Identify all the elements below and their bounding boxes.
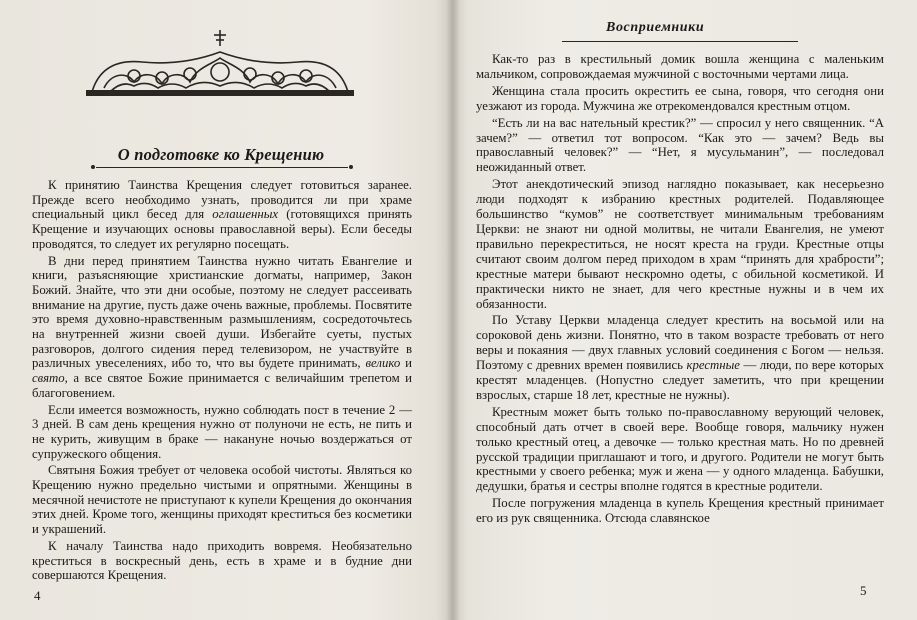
emphasized-text: велико xyxy=(365,356,401,371)
running-head: Восприемники xyxy=(606,20,705,35)
emphasized-text: свято xyxy=(32,371,65,386)
paragraph xyxy=(476,496,884,526)
paragraph xyxy=(32,254,412,401)
paragraph-text: — люди, по вере которых крестят младенцев. (Нопустно следует заметить, что при крещении взрослых, старше 18 лет, крестные не нужны). xyxy=(476,358,885,402)
paragraph-text: В дни перед принятием Таинства нужно читать Евангелие и книги, разъясняющие христианские догматы, например, Закон Божий. Знайте, что эти дни особые, поэтому не следует рассеивать внимание на другие, пусть даже очень важные, проблемы. Посвятите это время духовно-нравственным размышлениям, сосредоточьтесь на внутренней жизни своей души. Избегайте суеты, пустых разговоров, долгого сидения перед телевизором, не участвуйте в различных увеселениях, ибо то, что вы будете принимать, xyxy=(32,253,412,371)
emphasized-text: оглашенных xyxy=(212,207,279,222)
paragraph xyxy=(476,405,884,494)
paragraph-text: К началу Таинства надо приходить вовремя. Необязательно креститься в воскресный день, есть в храме и в будние дни совершаются Крещения. xyxy=(32,538,412,583)
paragraph-text: Крестным может быть только по-православному верующий человек, способный дать отчет в своей вере. Вообще говоря, мальчику нужен только крестный отец, а девочке — только крестная мать. Но по древней русской традиции приглашают и того, и другого. Родители не могут быть крестными у своего ребенка; муж и жена — у одного младенца. Бабушки, дедушки, братья и сестры вполне годятся в крестные родители. xyxy=(476,404,884,494)
paragraph xyxy=(476,84,884,114)
paragraph xyxy=(476,52,884,82)
paragraph xyxy=(32,403,412,462)
paragraph xyxy=(32,178,412,252)
emphasized-text: крестные xyxy=(686,358,740,373)
paragraph-text: Если имеется возможность, нужно соблюдать пост в течение 2 — 3 дней. В сам день крещения нужно от полуночи не есть, не пить и не курить, живущим в браке — накануне ночью воздержаться от супружеского общения. xyxy=(32,402,412,461)
paragraph-text: Женщина стала просить окрестить ее сына, говоря, что сегодня они уезжают из города. Мужчина же отрекомендовался крестным отцом. xyxy=(476,83,884,113)
right-body-text xyxy=(476,52,884,528)
paragraph-text: “Есть ли на вас нательный крестик?” — спросил у него священник. “А зачем?” — ответил тот вопросом. “Как это — зачем? Ведь вы православный человек?” — “Нет, я мусульманин”, — последовал неожиданный ответ. xyxy=(476,115,884,175)
paragraph-text: Как-то раз в крестильный домик вошла женщина с маленьким мальчиком, сопровождаемая мужчиной с восточными чертами лица. xyxy=(476,52,884,81)
left-body-text xyxy=(32,178,412,585)
paragraph xyxy=(476,116,884,176)
paragraph-text: (готовящихся принять Крещение и изучающих основы православной веры). Если беседы проводятся, то следует их регулярно посещать. xyxy=(32,207,412,251)
paragraph-text: После погружения младенца в купель Крещения крестный принимает его из рук священника. Отсюда славянское xyxy=(476,496,884,526)
title-divider xyxy=(96,167,348,168)
paragraph xyxy=(32,463,412,537)
paragraph-text: Этот анекдотический эпизод наглядно показывает, как несерьезно люди подходят к избранию крестных родителей. Подавляющее большинство “кумов” не соответствует минимальным требованиям Церкви: не знают ни одной молитвы, не читали Евангелия, не умеют правильно перекреститься, не носят креста на груди. Крестные отцы считают своим долгом перед приходом в храм “принять для храбрости”; крестные матери бывают нескромно одеты, с обильной косметикой. И практически никто не знает, для чего крестные нужны и в чем их обязанности. xyxy=(476,177,884,311)
page-number-right: 5 xyxy=(860,583,867,598)
paragraph xyxy=(32,539,412,583)
paragraph xyxy=(476,177,884,311)
running-head-rule xyxy=(562,41,798,42)
paragraph-text: Святыня Божия требует от человека особой чистоты. Являться ко Крещению нужно предельно чистыми и опрятными. Женщины в месячной нечистоте не приступают к купели Крещения до окончания этих дней. Кроме того, женщины приходят креститься без косметики и украшений. xyxy=(32,463,412,537)
paragraph-text: По Уставу Церкви младенца следует крестить на восьмой или на сороковой день жизни. Понятно, что в таком возрасте требовать от него веры и покаяния — двух главных условий соединения с Богом — нельзя. Поэтому с древних времен появились xyxy=(476,313,884,373)
chapter-title: О подготовке ко Крещению xyxy=(117,145,325,164)
right-page xyxy=(456,0,917,620)
left-page xyxy=(0,0,450,620)
paragraph-text: К принятию Таинства Крещения следует готовиться заранее. Прежде всего необходимо узнать, проводится ли при храме специальный цикл бесед для xyxy=(32,178,412,222)
paragraph-text: и xyxy=(400,356,412,371)
paragraph xyxy=(476,313,884,402)
ornamental-headpiece-icon xyxy=(82,28,358,98)
paragraph-text: , а все святое Божие принимается с величайшим трепетом и благоговением. xyxy=(32,371,412,400)
page-number-left: 4 xyxy=(34,588,41,603)
